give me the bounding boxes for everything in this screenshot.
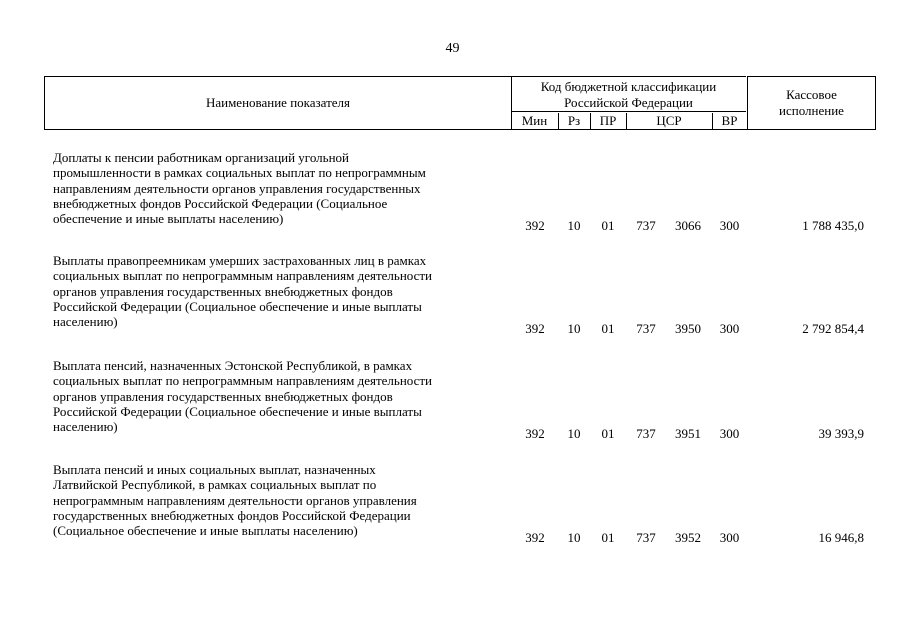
cell-min: 392 — [525, 426, 545, 441]
row-text-line: государственных внебюджетных фондов Российской Федерации — [53, 507, 411, 523]
divider — [626, 113, 627, 129]
row-text-line: Выплаты правопреемникам умерших застрахованных лиц в рамках — [53, 253, 427, 268]
header-col-min: Мин — [511, 113, 558, 130]
cell-pr: 01 — [601, 321, 615, 336]
row-text-line: населению) — [53, 314, 118, 330]
cell-amount: 1 788 435,0 — [802, 218, 864, 233]
row-text-line: населению) — [53, 419, 118, 435]
header-exec-line1: Кассовое — [786, 87, 837, 102]
header-name-column — [44, 76, 512, 130]
row-text-line: Российской Федерации (Социальное обеспечение и иные выплаты — [53, 298, 422, 314]
cell-min: 392 — [525, 530, 545, 545]
table-row-description — [53, 358, 503, 434]
cell-rz: 10 — [567, 218, 581, 233]
table-row-description — [53, 253, 503, 329]
table-row-description — [53, 462, 503, 538]
cell-min: 392 — [525, 321, 545, 336]
divider — [712, 113, 713, 129]
cell-amount: 16 946,8 — [818, 530, 864, 545]
header-col-rz: Рз — [558, 113, 590, 130]
header-col-vr: ВР — [712, 113, 747, 130]
row-text-line: обеспечение и иные выплаты населению) — [53, 211, 284, 227]
cell-csr-b: 3066 — [675, 218, 701, 233]
cell-pr: 01 — [601, 530, 615, 545]
cell-vr: 300 — [719, 321, 740, 336]
divider — [590, 113, 591, 129]
row-text-line: органов управления государственных внебюджетных фондов — [53, 283, 393, 299]
cell-csr-b: 3951 — [675, 426, 701, 441]
row-text-line: социальных выплат по непрограммным направлениям деятельности — [53, 268, 433, 284]
cell-vr: 300 — [719, 530, 740, 545]
row-text-line: Доплаты к пенсии работникам организаций угольной — [53, 150, 349, 165]
cell-rz: 10 — [567, 426, 581, 441]
row-text-line: направлениям деятельности органов управления государственных — [53, 180, 421, 196]
row-text-line: Российской Федерации (Социальное обеспечение и иные выплаты — [53, 403, 422, 419]
cell-min: 392 — [525, 218, 545, 233]
header-execution-column — [747, 76, 876, 130]
cell-csr-a: 737 — [636, 321, 656, 336]
cell-csr-a: 737 — [636, 426, 656, 441]
cell-amount: 2 792 854,4 — [802, 321, 864, 336]
page-number: 49 — [445, 41, 460, 56]
header-name-label: Наименование показателя — [205, 95, 351, 110]
row-text-line: промышленности в рамках социальных выплат по непрограммным — [53, 165, 426, 181]
row-text-line: Выплата пенсий, назначенных Эстонской Республикой, в рамках — [53, 358, 413, 373]
cell-rz: 10 — [567, 530, 581, 545]
cell-csr-b: 3950 — [675, 321, 701, 336]
header-exec-line2: исполнение — [779, 103, 844, 118]
divider — [558, 113, 559, 129]
row-text-line: непрограммным направлениям деятельности органов управления — [53, 492, 417, 508]
row-text-line: Выплата пенсий и иных социальных выплат, назначенных — [53, 462, 376, 477]
row-text-line: социальных выплат по непрограммным направлениям деятельности — [53, 373, 433, 389]
table-row-description — [53, 150, 503, 226]
cell-csr-a: 737 — [636, 218, 656, 233]
header-col-csr: ЦСР — [626, 113, 712, 130]
cell-csr-a: 737 — [636, 530, 656, 545]
header-col-pr: ПР — [590, 113, 626, 130]
cell-pr: 01 — [601, 426, 615, 441]
header-code-line2: Российской Федерации — [564, 95, 693, 110]
cell-amount: 39 393,9 — [818, 426, 864, 441]
cell-vr: 300 — [719, 426, 740, 441]
cell-csr-b: 3952 — [675, 530, 701, 545]
header-budget-code — [511, 76, 746, 112]
row-text-line: внебюджетных фондов Российской Федерации (Социальное — [53, 195, 388, 211]
cell-pr: 01 — [601, 218, 615, 233]
cell-vr: 300 — [719, 218, 740, 233]
row-text-line: (Социальное обеспечение и иные выплаты населению) — [53, 523, 358, 539]
cell-rz: 10 — [567, 321, 581, 336]
header-code-line1: Код бюджетной классификации — [540, 79, 717, 94]
row-text-line: Латвийской Республикой, в рамках социальных выплат по — [53, 477, 377, 493]
row-text-line: органов управления государственных внебюджетных фондов — [53, 388, 393, 404]
